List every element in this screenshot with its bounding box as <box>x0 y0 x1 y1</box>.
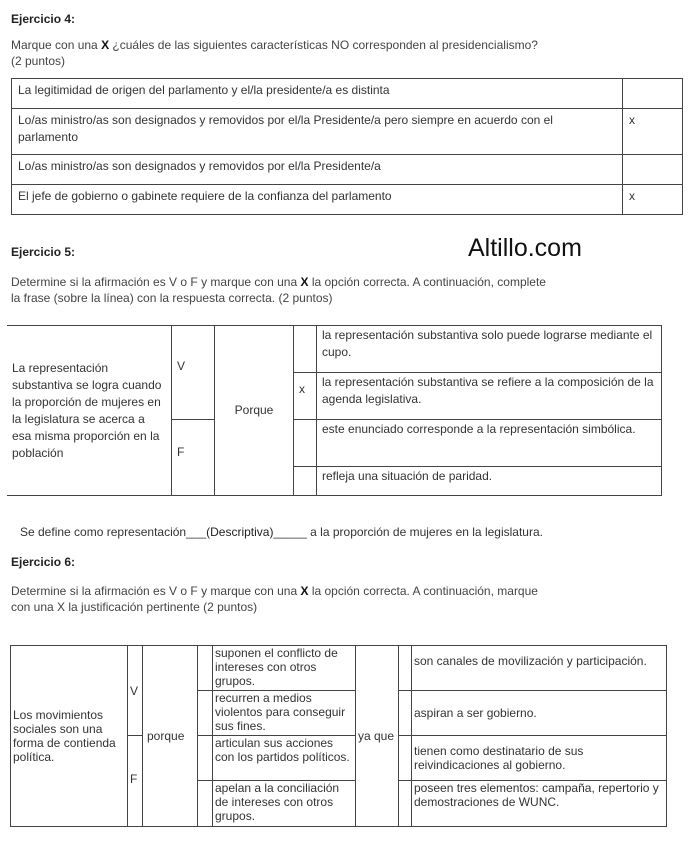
ex4-option-text: La legitimidad de origen del parlamento y el/la presidente/a es distinta <box>12 79 623 109</box>
ex4-title: Ejercicio 4: <box>11 12 76 26</box>
ex6-left-option: recurren a medios violentos para conseguir sus fines. <box>213 691 356 736</box>
ex6-porque: porque <box>143 646 198 827</box>
ex6-left-option: apelan a la conciliación de intereses con otros grupos. <box>213 781 356 827</box>
ex6-right-option: aspiran a ser gobierno. <box>412 691 667 736</box>
ex4-option-mark[interactable] <box>623 155 683 185</box>
ex4-option-text: Lo/as ministro/as son designados y removidos por el/la Presidente/a pero siempre en acuerdo con el parlamento <box>12 109 623 155</box>
table-row <box>12 79 683 109</box>
ex5-title: Ejercicio 5: <box>11 245 76 259</box>
ex6-yaque: ya que <box>356 646 399 827</box>
watermark-logo: Altillo.com <box>468 234 582 262</box>
ex6-right-mark[interactable] <box>399 736 412 781</box>
ex5-prompt <box>11 274 651 306</box>
ex4-option-text: Lo/as ministro/as son designados y removidos por el/la Presidente/a <box>12 155 623 185</box>
ex6-statement: Los movimientos sociales son una forma de contienda política. <box>11 646 128 827</box>
ex4-table <box>11 78 683 215</box>
ex6-left-mark[interactable] <box>198 781 213 827</box>
table-row <box>11 646 667 691</box>
ex6-left-mark[interactable] <box>198 646 213 691</box>
ex4-prompt <box>11 37 651 69</box>
ex4-points: (2 puntos) <box>11 54 66 68</box>
ex5-option-mark[interactable]: x <box>294 373 317 420</box>
ex5-option-text: refleja una situación de paridad. <box>317 467 662 496</box>
ex5-statement: La representación substantiva se logra cuando la proporción de mujeres en la legislatura se acerca a esa misma proporción en la población <box>7 326 172 496</box>
ex5-sentence <box>20 524 543 540</box>
ex5-sentence-answer[interactable]: (Descriptiva) <box>206 525 274 539</box>
ex6-left-mark[interactable] <box>198 691 213 736</box>
ex6-prompt-x: X <box>300 584 309 598</box>
ex5-v-option[interactable]: V <box>172 326 215 420</box>
ex6-left-option: articulan sus acciones con los partidos políticos. <box>213 736 356 781</box>
ex5-sentence-text2: _____ a la proporción de mujeres en la legislatura. <box>273 525 543 539</box>
ex5-prompt-x: X <box>300 275 309 289</box>
ex6-prompt-text: Determine si la afirmación es V o F y marque con una <box>11 584 301 598</box>
ex6-table <box>10 645 667 827</box>
ex5-option-mark[interactable] <box>294 326 317 373</box>
ex6-right-mark[interactable] <box>399 646 412 691</box>
table-row <box>12 155 683 185</box>
ex6-left-mark[interactable] <box>198 736 213 781</box>
ex4-prompt-text2: ¿cuáles de las siguientes características NO corresponden al presidencialismo? <box>109 38 538 52</box>
ex6-right-mark[interactable] <box>399 691 412 736</box>
ex6-prompt-line2: con una X la justificación pertinente (2 puntos) <box>11 600 258 614</box>
ex5-option-text: la representación substantiva solo puede lograrse mediante el cupo. <box>317 326 662 373</box>
ex5-option-mark[interactable] <box>294 467 317 496</box>
ex4-option-mark[interactable]: x <box>623 185 683 215</box>
ex4-prompt-text: Marque con una <box>11 38 102 52</box>
ex6-f-option[interactable]: F <box>128 736 143 827</box>
ex4-option-mark[interactable]: x <box>623 109 683 155</box>
ex5-prompt-text: Determine si la afirmación es V o F y marque con una <box>11 275 301 289</box>
ex6-right-option: son canales de movilización y participación. <box>412 646 667 691</box>
ex4-option-mark[interactable] <box>623 79 683 109</box>
ex4-option-text: El jefe de gobierno o gabinete requiere de la confianza del parlamento <box>12 185 623 215</box>
ex5-prompt-line2: la frase (sobre la línea) con la respuesta correcta. (2 puntos) <box>11 291 333 305</box>
ex6-right-option: poseen tres elementos: campaña, repertorio y demostraciones de WUNC. <box>412 781 667 827</box>
table-row <box>7 326 662 373</box>
ex6-right-mark[interactable] <box>399 781 412 827</box>
ex6-title: Ejercicio 6: <box>11 555 76 569</box>
table-row <box>12 109 683 155</box>
ex4-prompt-x: X <box>101 38 110 52</box>
ex6-prompt <box>11 583 651 615</box>
ex5-prompt-text2: la opción correcta. A continuación, complete <box>308 275 546 289</box>
ex5-f-option[interactable]: F <box>172 420 215 496</box>
ex6-v-option[interactable]: V <box>128 646 143 736</box>
ex5-table <box>7 325 662 496</box>
ex5-porque: Porque <box>215 326 294 496</box>
ex5-option-text: la representación substantiva se refiere a la composición de la agenda legislativa. <box>317 373 662 420</box>
ex5-option-mark[interactable] <box>294 420 317 467</box>
ex6-left-option: suponen el conflicto de intereses con otros grupos. <box>213 646 356 691</box>
table-row <box>12 185 683 215</box>
ex5-option-text: este enunciado corresponde a la representación simbólica. <box>317 420 662 467</box>
ex5-sentence-text: Se define como representación___ <box>20 525 207 539</box>
ex6-right-option: tienen como destinatario de sus reivindicaciones al gobierno. <box>412 736 667 781</box>
ex6-prompt-text2: la opción correcta. A continuación, marque <box>308 584 538 598</box>
